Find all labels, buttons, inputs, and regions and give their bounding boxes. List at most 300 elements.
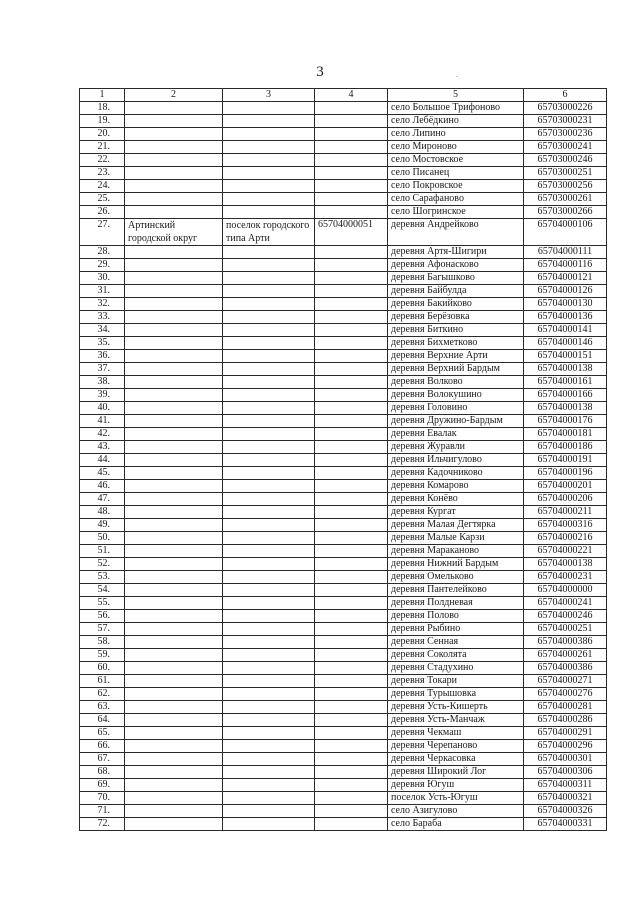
- center-code: [315, 701, 388, 714]
- row-number: 71.: [80, 805, 125, 818]
- settlement-code: 65704000216: [524, 532, 607, 545]
- district-name: [125, 753, 223, 766]
- row-number: 44.: [80, 454, 125, 467]
- table-row: [80, 285, 607, 298]
- row-number: 35.: [80, 337, 125, 350]
- settlement-name: деревня Черепаново: [388, 740, 524, 753]
- row-number: 32.: [80, 298, 125, 311]
- center-name: [223, 506, 315, 519]
- center-name: [223, 350, 315, 363]
- center-name: [223, 727, 315, 740]
- row-number: 29.: [80, 259, 125, 272]
- center-code: [315, 623, 388, 636]
- table-row: [80, 180, 607, 193]
- settlement-name: деревня Малые Карзи: [388, 532, 524, 545]
- settlement-name: деревня Токари: [388, 675, 524, 688]
- row-number: 53.: [80, 571, 125, 584]
- settlement-name: деревня Артя-Шигири: [388, 246, 524, 259]
- center-code: [315, 610, 388, 623]
- table-row: [80, 115, 607, 128]
- settlement-code: 65704000138: [524, 363, 607, 376]
- table-row: [80, 584, 607, 597]
- table-row: [80, 727, 607, 740]
- center-code: [315, 714, 388, 727]
- row-number: 39.: [80, 389, 125, 402]
- row-number: 69.: [80, 779, 125, 792]
- center-code: [315, 337, 388, 350]
- settlement-code: 65704000176: [524, 415, 607, 428]
- settlement-code: 65703000251: [524, 167, 607, 180]
- district-name: [125, 701, 223, 714]
- district-name: [125, 337, 223, 350]
- settlement-code: 65703000236: [524, 128, 607, 141]
- table-row: [80, 441, 607, 454]
- settlement-name: деревня Журавли: [388, 441, 524, 454]
- center-code: [315, 389, 388, 402]
- settlement-name: деревня Дружино-Бардым: [388, 415, 524, 428]
- district-name: [125, 649, 223, 662]
- center-name: [223, 675, 315, 688]
- district-name: [125, 141, 223, 154]
- row-number: 67.: [80, 753, 125, 766]
- settlement-name: село Липино: [388, 128, 524, 141]
- center-code: [315, 415, 388, 428]
- center-name: [223, 519, 315, 532]
- table-row: [80, 311, 607, 324]
- settlement-name: село Писанец: [388, 167, 524, 180]
- center-code: [315, 636, 388, 649]
- row-number: 60.: [80, 662, 125, 675]
- district-name: [125, 350, 223, 363]
- table-row: [80, 766, 607, 779]
- center-name: [223, 792, 315, 805]
- settlement-code: 65704000276: [524, 688, 607, 701]
- settlement-name: село Бараба: [388, 818, 524, 831]
- center-name: [223, 636, 315, 649]
- center-name: [223, 180, 315, 193]
- center-name: [223, 558, 315, 571]
- center-code: [315, 480, 388, 493]
- table-row: [80, 246, 607, 259]
- settlement-code: 65704000241: [524, 597, 607, 610]
- center-name: [223, 649, 315, 662]
- district-name: [125, 636, 223, 649]
- center-name: [223, 285, 315, 298]
- district-name: [125, 558, 223, 571]
- district-name: [125, 506, 223, 519]
- table-row: [80, 102, 607, 115]
- table-row: [80, 128, 607, 141]
- center-name: [223, 141, 315, 154]
- district-name: [125, 623, 223, 636]
- settlement-code: 65704000146: [524, 337, 607, 350]
- center-code: [315, 154, 388, 167]
- row-number: 62.: [80, 688, 125, 701]
- district-name: [125, 102, 223, 115]
- settlement-code: 65704000211: [524, 506, 607, 519]
- district-name: [125, 415, 223, 428]
- row-number: 20.: [80, 128, 125, 141]
- row-number: 58.: [80, 636, 125, 649]
- district-name: [125, 597, 223, 610]
- table-row: [80, 571, 607, 584]
- table-row: [80, 649, 607, 662]
- district-name: [125, 532, 223, 545]
- settlement-code: 65704000306: [524, 766, 607, 779]
- row-number: 33.: [80, 311, 125, 324]
- header-col-3: 3: [223, 89, 315, 102]
- center-name: [223, 441, 315, 454]
- district-name: [125, 180, 223, 193]
- settlement-name: деревня Бихметково: [388, 337, 524, 350]
- center-name: [223, 337, 315, 350]
- center-code: [315, 298, 388, 311]
- table-row: [80, 298, 607, 311]
- row-number: 48.: [80, 506, 125, 519]
- settlement-code: 65704000206: [524, 493, 607, 506]
- center-name: [223, 467, 315, 480]
- table-row: [80, 428, 607, 441]
- settlement-name: село Большое Трифоново: [388, 102, 524, 115]
- settlement-code: 65704000121: [524, 272, 607, 285]
- settlement-name: деревня Полдневая: [388, 597, 524, 610]
- district-name: [125, 324, 223, 337]
- settlement-code: 65704000141: [524, 324, 607, 337]
- row-number: 68.: [80, 766, 125, 779]
- center-code: [315, 740, 388, 753]
- settlement-name: деревня Стадухино: [388, 662, 524, 675]
- center-name: [223, 428, 315, 441]
- district-name: [125, 714, 223, 727]
- table-row: [80, 259, 607, 272]
- center-code: [315, 167, 388, 180]
- table-row: [80, 467, 607, 480]
- settlement-name: деревня Соколята: [388, 649, 524, 662]
- center-code: [315, 324, 388, 337]
- center-code: [315, 206, 388, 219]
- center-code: [315, 115, 388, 128]
- settlement-name: деревня Усть-Кишерть: [388, 701, 524, 714]
- center-code: [315, 792, 388, 805]
- table-row: [80, 753, 607, 766]
- center-code: [315, 779, 388, 792]
- district-name: [125, 454, 223, 467]
- row-number: 47.: [80, 493, 125, 506]
- row-number: 26.: [80, 206, 125, 219]
- center-code: 65704000051: [315, 219, 388, 246]
- center-name: [223, 206, 315, 219]
- settlement-code: 65704000261: [524, 649, 607, 662]
- center-code: [315, 688, 388, 701]
- settlement-name: деревня Багышково: [388, 272, 524, 285]
- center-name: [223, 779, 315, 792]
- table-row: [80, 402, 607, 415]
- center-code: [315, 662, 388, 675]
- center-name: [223, 167, 315, 180]
- table-row: [80, 415, 607, 428]
- settlement-name: деревня Байбулда: [388, 285, 524, 298]
- row-number: 52.: [80, 558, 125, 571]
- settlement-code: 65704000106: [524, 219, 607, 246]
- district-name: [125, 766, 223, 779]
- center-name: [223, 766, 315, 779]
- settlement-code: 65704000296: [524, 740, 607, 753]
- center-name: [223, 597, 315, 610]
- row-number: 63.: [80, 701, 125, 714]
- settlement-name: село Покровское: [388, 180, 524, 193]
- district-name: [125, 389, 223, 402]
- row-number: 50.: [80, 532, 125, 545]
- table-row: [80, 154, 607, 167]
- row-number: 30.: [80, 272, 125, 285]
- table-row: [80, 337, 607, 350]
- center-code: [315, 350, 388, 363]
- center-name: [223, 532, 315, 545]
- center-name: [223, 714, 315, 727]
- settlement-code: 65704000386: [524, 662, 607, 675]
- center-name: [223, 259, 315, 272]
- center-code: [315, 519, 388, 532]
- settlement-name: деревня Кадочниково: [388, 467, 524, 480]
- settlement-name: деревня Верхний Бардым: [388, 363, 524, 376]
- settlement-code: 65704000138: [524, 402, 607, 415]
- settlement-name: деревня Афонасково: [388, 259, 524, 272]
- row-number: 38.: [80, 376, 125, 389]
- center-name: [223, 193, 315, 206]
- table-row: [80, 324, 607, 337]
- center-name: [223, 662, 315, 675]
- table-row: [80, 792, 607, 805]
- district-name: [125, 805, 223, 818]
- row-number: 45.: [80, 467, 125, 480]
- settlement-code: 65704000301: [524, 753, 607, 766]
- settlement-code: 65704000271: [524, 675, 607, 688]
- center-code: [315, 363, 388, 376]
- settlement-code: 65704000186: [524, 441, 607, 454]
- header-col-5: 5: [388, 89, 524, 102]
- district-name: [125, 545, 223, 558]
- settlement-name: деревня Волково: [388, 376, 524, 389]
- table-row: [80, 363, 607, 376]
- settlement-name: деревня Турышовка: [388, 688, 524, 701]
- settlement-code: 65704000196: [524, 467, 607, 480]
- table-row: [80, 701, 607, 714]
- row-number: 49.: [80, 519, 125, 532]
- district-name: [125, 818, 223, 831]
- settlements-table: [79, 88, 607, 831]
- center-code: [315, 818, 388, 831]
- center-name: [223, 454, 315, 467]
- table-row: [80, 545, 607, 558]
- settlement-code: 65704000191: [524, 454, 607, 467]
- settlement-name: село Шогринское: [388, 206, 524, 219]
- settlement-code: 65704000111: [524, 246, 607, 259]
- margin-mark: .: [456, 70, 458, 79]
- settlement-code: 65704000326: [524, 805, 607, 818]
- row-number: 37.: [80, 363, 125, 376]
- table-row: [80, 597, 607, 610]
- district-name: [125, 792, 223, 805]
- center-code: [315, 506, 388, 519]
- row-number: 23.: [80, 167, 125, 180]
- settlement-name: деревня Ильчигулово: [388, 454, 524, 467]
- district-name: [125, 493, 223, 506]
- settlement-code: 65703000246: [524, 154, 607, 167]
- row-number: 46.: [80, 480, 125, 493]
- center-code: [315, 467, 388, 480]
- table-row: [80, 714, 607, 727]
- district-name: [125, 688, 223, 701]
- settlement-code: 65704000161: [524, 376, 607, 389]
- row-number: 59.: [80, 649, 125, 662]
- table-row: [80, 206, 607, 219]
- center-code: [315, 675, 388, 688]
- settlement-name: село Мироново: [388, 141, 524, 154]
- center-name: [223, 415, 315, 428]
- table-row: [80, 779, 607, 792]
- district-name: [125, 467, 223, 480]
- row-number: 51.: [80, 545, 125, 558]
- row-number: 25.: [80, 193, 125, 206]
- table-row: [80, 219, 607, 246]
- settlement-name: деревня Полово: [388, 610, 524, 623]
- page-number: 3: [316, 64, 324, 80]
- center-code: [315, 193, 388, 206]
- center-name: [223, 246, 315, 259]
- row-number: 36.: [80, 350, 125, 363]
- district-name: [125, 376, 223, 389]
- settlement-code: 65704000386: [524, 636, 607, 649]
- settlement-code: 65704000291: [524, 727, 607, 740]
- settlement-name: село Мостовское: [388, 154, 524, 167]
- header-col-2: 2: [125, 89, 223, 102]
- settlement-name: деревня Головино: [388, 402, 524, 415]
- settlement-code: 65704000130: [524, 298, 607, 311]
- settlement-code: 65704000246: [524, 610, 607, 623]
- table-row: [80, 558, 607, 571]
- settlement-name: деревня Комарово: [388, 480, 524, 493]
- row-number: 40.: [80, 402, 125, 415]
- center-code: [315, 180, 388, 193]
- district-name: [125, 428, 223, 441]
- table-row: [80, 532, 607, 545]
- center-code: [315, 584, 388, 597]
- row-number: 64.: [80, 714, 125, 727]
- settlement-code: 65704000281: [524, 701, 607, 714]
- table-row: [80, 193, 607, 206]
- center-name: [223, 623, 315, 636]
- district-name: [125, 154, 223, 167]
- center-name: [223, 272, 315, 285]
- settlement-name: деревня Широкий Лог: [388, 766, 524, 779]
- center-name: [223, 545, 315, 558]
- center-name: [223, 480, 315, 493]
- settlement-name: деревня Рыбино: [388, 623, 524, 636]
- center-name: [223, 688, 315, 701]
- table-row: [80, 740, 607, 753]
- settlement-name: деревня Малая Дегтярка: [388, 519, 524, 532]
- center-code: [315, 311, 388, 324]
- center-code: [315, 571, 388, 584]
- table-row: [80, 610, 607, 623]
- table-row: [80, 167, 607, 180]
- row-number: 31.: [80, 285, 125, 298]
- center-name: поселок городского типа Арти: [223, 219, 315, 246]
- center-code: [315, 259, 388, 272]
- row-number: 70.: [80, 792, 125, 805]
- table-header-row: [80, 89, 607, 102]
- table-row: [80, 818, 607, 831]
- settlement-code: 65704000221: [524, 545, 607, 558]
- district-name: [125, 259, 223, 272]
- settlement-code: 65704000166: [524, 389, 607, 402]
- center-code: [315, 753, 388, 766]
- center-name: [223, 818, 315, 831]
- center-code: [315, 128, 388, 141]
- row-number: 72.: [80, 818, 125, 831]
- settlement-name: деревня Биткино: [388, 324, 524, 337]
- settlement-code: 65704000311: [524, 779, 607, 792]
- center-name: [223, 128, 315, 141]
- settlement-name: деревня Кургат: [388, 506, 524, 519]
- settlement-code: 65703000261: [524, 193, 607, 206]
- settlement-name: деревня Верхние Арти: [388, 350, 524, 363]
- district-name: [125, 272, 223, 285]
- center-name: [223, 701, 315, 714]
- center-name: [223, 805, 315, 818]
- district-name: Артинский городской округ: [125, 219, 223, 246]
- center-code: [315, 272, 388, 285]
- row-number: 22.: [80, 154, 125, 167]
- row-number: 42.: [80, 428, 125, 441]
- row-number: 65.: [80, 727, 125, 740]
- header-col-6: 6: [524, 89, 607, 102]
- settlement-code: 65703000241: [524, 141, 607, 154]
- table-body: [80, 102, 607, 831]
- center-name: [223, 324, 315, 337]
- center-code: [315, 428, 388, 441]
- row-number: 18.: [80, 102, 125, 115]
- table-row: [80, 454, 607, 467]
- center-name: [223, 389, 315, 402]
- district-name: [125, 610, 223, 623]
- district-name: [125, 584, 223, 597]
- center-code: [315, 727, 388, 740]
- settlement-name: деревня Конёво: [388, 493, 524, 506]
- center-name: [223, 298, 315, 311]
- district-name: [125, 285, 223, 298]
- table-row: [80, 805, 607, 818]
- table-row: [80, 480, 607, 493]
- district-name: [125, 571, 223, 584]
- center-code: [315, 454, 388, 467]
- row-number: 55.: [80, 597, 125, 610]
- district-name: [125, 441, 223, 454]
- settlement-name: деревня Пантелейково: [388, 584, 524, 597]
- row-number: 54.: [80, 584, 125, 597]
- row-number: 28.: [80, 246, 125, 259]
- district-name: [125, 128, 223, 141]
- center-code: [315, 649, 388, 662]
- center-code: [315, 285, 388, 298]
- center-code: [315, 805, 388, 818]
- table-row: [80, 519, 607, 532]
- center-name: [223, 115, 315, 128]
- settlement-name: деревня Чекмаш: [388, 727, 524, 740]
- table-row: [80, 141, 607, 154]
- settlement-name: деревня Сенная: [388, 636, 524, 649]
- district-name: [125, 311, 223, 324]
